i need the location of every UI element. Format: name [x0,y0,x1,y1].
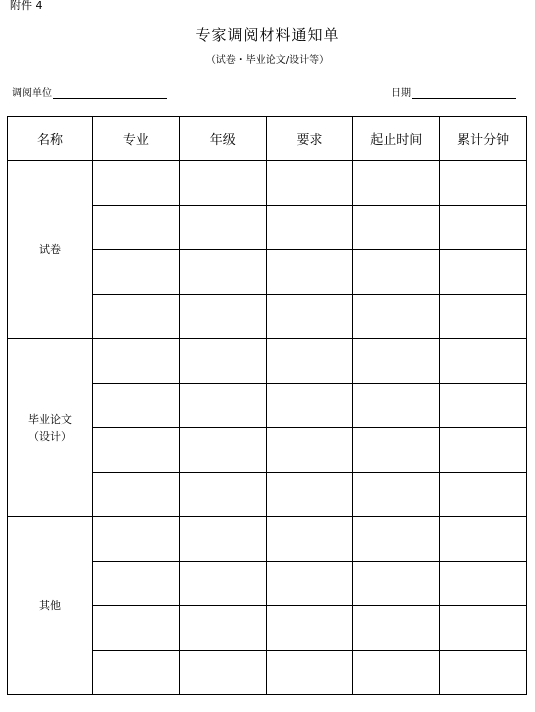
blank-cell[interactable] [353,250,440,295]
blank-cell[interactable] [179,650,266,695]
table-row [8,339,527,384]
header-period: 起止时间 [353,117,440,161]
blank-cell[interactable] [266,294,353,339]
header-requirement: 要求 [266,117,353,161]
document-title: 专家调阅材料通知单 [195,26,340,44]
blank-cell[interactable] [266,472,353,517]
header-major: 专业 [93,117,180,161]
category-cell-other [8,517,93,695]
blank-cell[interactable] [179,606,266,651]
blank-cell[interactable] [440,428,527,473]
category-label: 试卷 [39,243,61,256]
blank-cell[interactable] [266,650,353,695]
blank-cell[interactable] [353,517,440,562]
category-cell-thesis [8,339,93,517]
blank-cell[interactable] [179,472,266,517]
blank-cell[interactable] [440,650,527,695]
header-row [8,117,527,161]
blank-cell[interactable] [353,606,440,651]
blank-cell[interactable] [93,650,180,695]
blank-cell[interactable] [353,205,440,250]
date-field [391,84,516,99]
blank-cell[interactable] [353,650,440,695]
blank-cell[interactable] [93,294,180,339]
blank-cell[interactable] [93,205,180,250]
date-label: 日期 [391,88,411,99]
blank-cell[interactable] [179,517,266,562]
blank-cell[interactable] [266,383,353,428]
blank-cell[interactable] [93,517,180,562]
blank-cell[interactable] [266,517,353,562]
blank-cell[interactable] [440,161,527,206]
blank-cell[interactable] [179,428,266,473]
category-label: 其他 [39,599,61,612]
request-table [7,116,527,695]
blank-cell[interactable] [440,517,527,562]
blank-cell[interactable] [266,161,353,206]
category-cell-exam [8,161,93,339]
unit-label: 调阅单位 [12,88,52,99]
blank-cell[interactable] [266,428,353,473]
blank-cell[interactable] [440,205,527,250]
blank-cell[interactable] [353,561,440,606]
blank-cell[interactable] [266,205,353,250]
blank-cell[interactable] [440,250,527,295]
blank-cell[interactable] [440,294,527,339]
blank-cell[interactable] [93,606,180,651]
header-total-minutes: 累计分钟 [440,117,527,161]
category-label-sub: （设计） [28,429,72,443]
blank-cell[interactable] [353,428,440,473]
blank-cell[interactable] [266,339,353,384]
category-label: 毕业论文 [28,412,72,426]
blank-cell[interactable] [353,339,440,384]
blank-cell[interactable] [179,294,266,339]
blank-cell[interactable] [266,250,353,295]
blank-cell[interactable] [93,339,180,384]
blank-cell[interactable] [179,383,266,428]
header-name: 名称 [8,117,93,161]
blank-cell[interactable] [93,428,180,473]
blank-cell[interactable] [179,339,266,384]
blank-cell[interactable] [440,472,527,517]
table-row [8,161,527,206]
table-row [8,517,527,562]
blank-cell[interactable] [93,383,180,428]
blank-cell[interactable] [353,383,440,428]
blank-cell[interactable] [353,472,440,517]
blank-cell[interactable] [353,294,440,339]
blank-cell[interactable] [93,472,180,517]
unit-field [12,84,167,99]
blank-cell[interactable] [440,383,527,428]
blank-cell[interactable] [179,161,266,206]
blank-cell[interactable] [93,161,180,206]
blank-cell[interactable] [266,561,353,606]
blank-cell[interactable] [440,339,527,384]
header-grade: 年级 [179,117,266,161]
blank-cell[interactable] [440,561,527,606]
document-subtitle: （试卷・毕业论文/设计等） [205,55,330,66]
attachment-label: 附件 4 [10,0,43,12]
blank-cell[interactable] [179,561,266,606]
blank-cell[interactable] [93,250,180,295]
blank-cell[interactable] [440,606,527,651]
blank-cell[interactable] [93,561,180,606]
blank-cell[interactable] [179,250,266,295]
blank-cell[interactable] [179,205,266,250]
blank-cell[interactable] [353,161,440,206]
unit-underline [53,88,167,99]
date-underline [412,88,516,99]
blank-cell[interactable] [266,606,353,651]
